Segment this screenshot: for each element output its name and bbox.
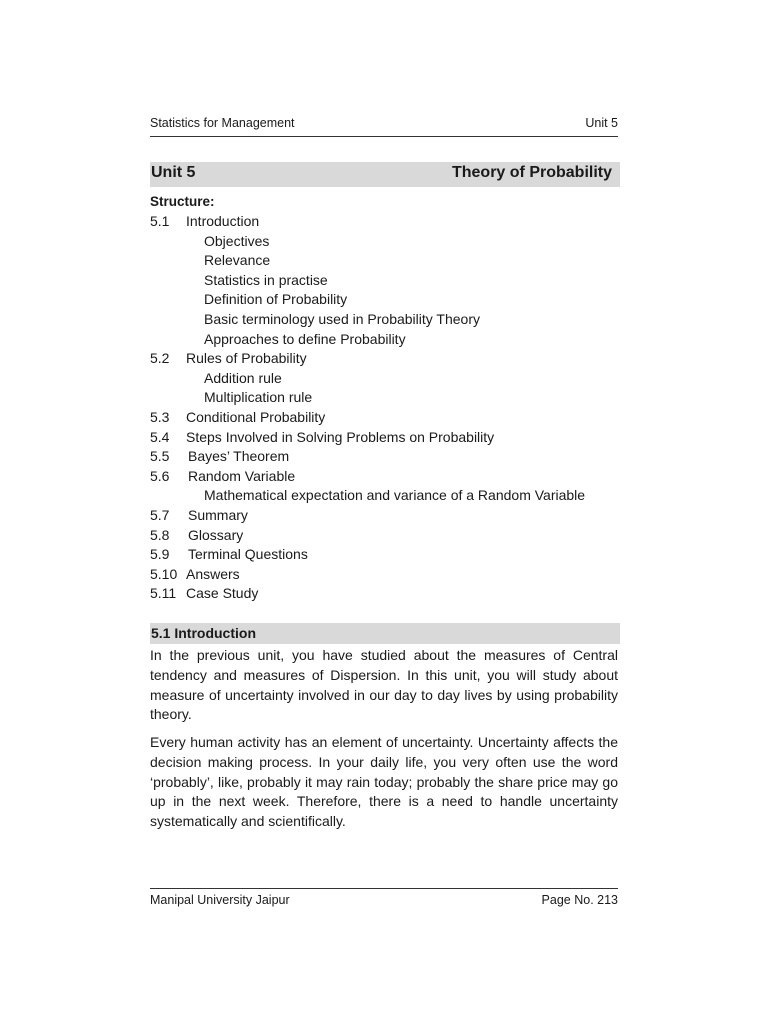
structure-item-number: 5.8 <box>150 526 170 543</box>
structure-subitem <box>150 486 620 506</box>
structure-item <box>150 467 620 487</box>
structure-item-label: Objectives <box>204 232 270 249</box>
structure-item <box>150 545 620 565</box>
structure-item-label: Relevance <box>204 252 271 269</box>
structure-subitem <box>150 310 620 330</box>
structure-subitem <box>150 232 620 252</box>
structure-item-label: Glossary <box>188 526 244 543</box>
structure-subitem <box>150 251 620 271</box>
structure-item <box>150 447 620 467</box>
structure-item-label: Multiplication rule <box>204 389 313 406</box>
structure-item-number: 5.4 <box>150 428 170 445</box>
structure-subitem <box>150 271 620 291</box>
structure-item-label: Basic terminology used in Probability Theory <box>204 310 480 327</box>
structure-item <box>150 565 620 585</box>
structure-item-number: 5.5 <box>150 448 170 465</box>
document-page <box>150 0 620 1024</box>
structure-item-label: Bayes’ Theorem <box>188 448 290 465</box>
structure-item-label: Approaches to define Probability <box>204 330 406 347</box>
structure-item-number: 5.10 <box>150 565 178 582</box>
structure-item-label: Terminal Questions <box>188 546 308 563</box>
structure-item <box>150 212 620 232</box>
structure-item-number: 5.9 <box>150 546 170 563</box>
structure-item-label: Steps Involved in Solving Problems on Probability <box>186 428 495 445</box>
unit-title: Theory of Probability <box>451 164 612 181</box>
section-heading-bar <box>150 623 620 644</box>
publisher-name: Manipal University Jaipur <box>150 893 290 907</box>
structure-item <box>150 408 620 428</box>
structure-item <box>150 349 620 369</box>
section-heading: 5.1 Introduction <box>151 625 256 641</box>
structure-item-label: Introduction <box>186 213 260 229</box>
paragraph: In the previous unit, you have studied about the measures of Central tendency and measures of Dispersion. In this unit, you will study about measure of uncertainty involved in our day to day lives by using probability theory. <box>150 647 618 723</box>
structure-item <box>150 428 620 448</box>
structure-item-label: Summary <box>188 506 248 523</box>
structure-item-number: 5.1 <box>150 213 170 229</box>
structure-item-label: Random Variable <box>188 467 296 484</box>
running-header <box>150 116 618 137</box>
structure-item-label: Addition rule <box>204 369 282 386</box>
structure-subitem <box>150 290 620 310</box>
running-footer <box>150 888 618 909</box>
structure-item-number: 5.7 <box>150 506 170 523</box>
book-title: Statistics for Management <box>150 116 295 130</box>
structure-item-number: 5.2 <box>150 350 170 367</box>
structure-item-number: 5.11 <box>150 585 177 602</box>
structure-subitem <box>150 388 620 408</box>
structure-item-number: 5.6 <box>150 467 170 484</box>
structure-item-number: 5.3 <box>150 408 170 425</box>
structure-item <box>150 506 620 526</box>
structure-item-label: Rules of Probability <box>186 350 307 367</box>
structure-item-label: Definition of Probability <box>204 291 348 308</box>
structure-item-label: Conditional Probability <box>186 408 326 425</box>
structure-item <box>150 526 620 546</box>
header-unit-label: Unit 5 <box>585 116 618 130</box>
paragraph: Every human activity has an element of uncertainty. Uncertainty affects the decision making process. In your daily life, you very often use the word ‘probably’, like, probably it may rain today; probably the share price may go up in the next week. Therefore, there is a need to handle uncertainty systematically and scientifically. <box>150 734 618 830</box>
structure-heading: Structure: <box>150 194 215 209</box>
structure-subitem <box>150 330 620 350</box>
structure-subitem <box>150 369 620 389</box>
structure-item <box>150 584 620 604</box>
structure-item-label: Answers <box>186 565 240 582</box>
structure-item-label: Mathematical expectation and variance of a Random Variable <box>204 487 586 504</box>
structure-item-label: Statistics in practise <box>204 271 328 288</box>
unit-number: Unit 5 <box>151 164 196 181</box>
unit-banner <box>150 162 620 187</box>
page-number: Page No. 213 <box>541 893 618 907</box>
structure-list <box>150 212 620 604</box>
structure-item-label: Case Study <box>186 585 259 602</box>
